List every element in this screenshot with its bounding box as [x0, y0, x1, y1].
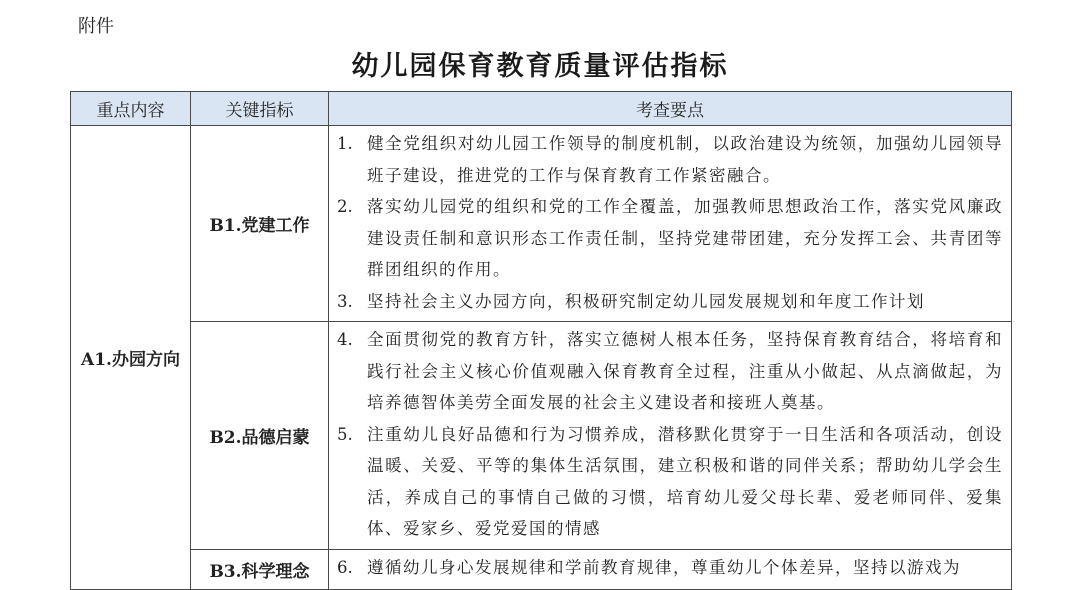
list-item [337, 286, 1003, 318]
item-text: 落实幼儿园党的组织和党的工作全覆盖，加强教师思想政治工作，落实党风廉政建设责任制和意识形态工作责任制，坚持党建带团建，充分发挥工会、共青团等群团组织的作用。 [367, 197, 1003, 279]
list-item [337, 324, 1003, 419]
points-cell-b3 [329, 549, 1012, 589]
list-item [337, 191, 1003, 286]
header-main-content: 重点内容 [71, 92, 191, 126]
list-item [337, 552, 1003, 584]
item-text: 坚持社会主义办园方向，积极研究制定幼儿园发展规划和年度工作计划 [367, 291, 925, 311]
indicator-cell-b1: B1.党建工作 [191, 126, 329, 322]
item-number: 4. [337, 330, 353, 349]
list-item [337, 128, 1003, 191]
indicator-cell-b2: B2.品德启蒙 [191, 322, 329, 550]
main-content-cell: A1.办园方向 [71, 126, 191, 590]
points-cell-b1 [329, 126, 1012, 322]
item-text: 注重幼儿良好品德和行为习惯养成，潜移默化贯穿于一日生活和各项活动，创设温暖、关爱、平等的集体生活氛围，建立积极和谐的同伴关系；帮助幼儿学会生活，养成自己的事情自己做的习惯，培育幼儿爱父母长辈、爱老师同伴、爱集体、爱家乡、爱党爱国的情感 [367, 424, 1003, 538]
table-row [71, 126, 1012, 322]
indicator-cell-b3: B3.科学理念 [191, 549, 329, 589]
item-number: 5. [337, 424, 353, 444]
evaluation-table [70, 91, 1012, 590]
table-row [71, 549, 1012, 589]
header-key-indicator: 关键指标 [191, 92, 329, 126]
item-text: 遵循幼儿身心发展规律和学前教育规律，尊重幼儿个体差异，坚持以游戏为 [367, 557, 961, 577]
table-row [71, 322, 1012, 550]
points-cell-b2 [329, 322, 1012, 550]
item-text: 全面贯彻党的教育方针，落实立德树人根本任务，坚持保育教育结合，将培育和践行社会主义核心价值观融入保育教育全过程，注重从小做起、从点滴做起，为培养德智体美劳全面发展的社会主义建设者和接班人奠基。 [367, 330, 1003, 412]
item-number: 1. [337, 134, 353, 153]
header-check-points: 考查要点 [329, 92, 1012, 126]
table-header-row [71, 92, 1012, 126]
list-item [337, 419, 1003, 545]
document-title: 幼儿园保育教育质量评估指标 [351, 51, 729, 82]
item-number: 3. [337, 291, 353, 311]
item-number: 6. [337, 557, 353, 577]
attachment-label: 附件 [78, 16, 114, 37]
item-number: 2. [337, 197, 353, 216]
item-text: 健全党组织对幼儿园工作领导的制度机制，以政治建设为统领，加强幼儿园领导班子建设，推进党的工作与保育教育工作紧密融合。 [367, 134, 1003, 185]
